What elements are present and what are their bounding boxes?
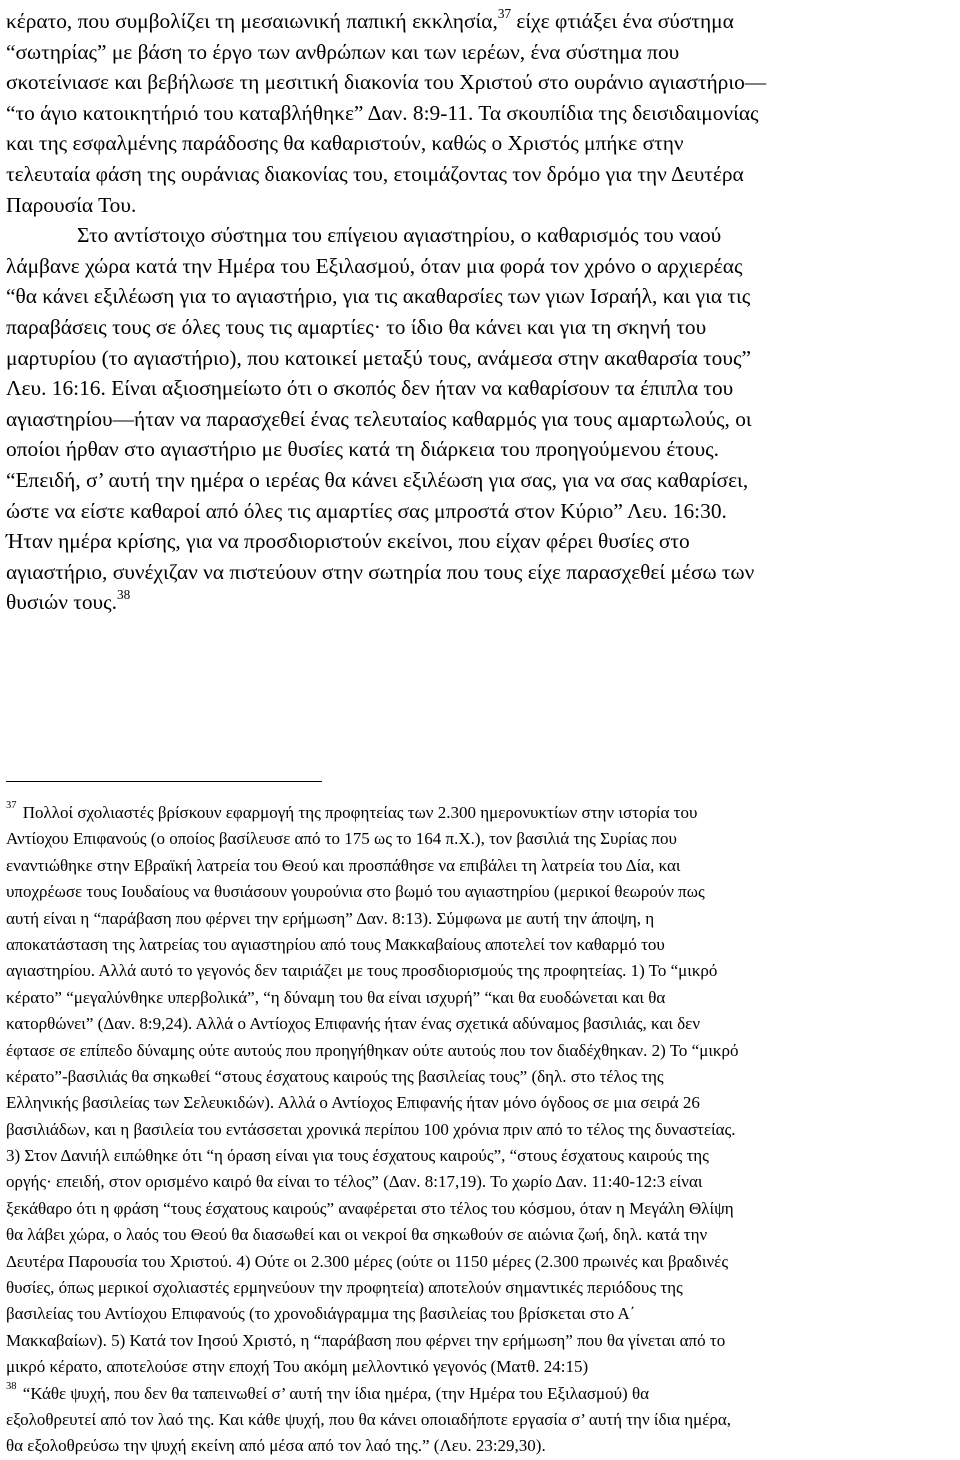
footnote-line: βασιλείας του Αντίοχου Επιφανούς (το χρονοδιάγραμμα της βασιλείας του βρίσκεται στο Α΄: [6, 1304, 636, 1324]
main-line-4: “το άγιο κατοικητήριό του καταβλήθηκε” Δαν. 8:9-11. Τα σκουπίδια της δεισιδαιμονίας: [6, 100, 759, 125]
footnote-line: εξολοθρευτεί από τον λαό της. Και κάθε ψυχή, που θα κάνει οποιαδήποτε εργασία σ’ αυτή την ίδια ημέρα,: [6, 1409, 731, 1429]
main-line-20: θυσιών τους.$^{38}$: [6, 587, 131, 615]
footnote-line: κέρατο”-βασιλιάς θα σηκωθεί “στους έσχατους καιρούς της βασιλείας τους” (δηλ. στο τέλος της: [6, 1066, 664, 1086]
footnote-line: θυσίες, όπως μερικοί σχολιαστές ερμηνεύουν την προφητεία) αποτελούν σημαντικές περιόδους της: [6, 1278, 683, 1298]
footnote-line: εναντιώθηκε στην Εβραϊκή λατρεία του Θεού και προσπάθησε να επιβάλει τη λατρεία του Δία, και: [6, 855, 681, 875]
main-line-17: ώστε να είστε καθαροί από όλες τις αμαρτίες σας μπροστά στον Κύριο” Λευ. 16:30.: [6, 498, 727, 523]
main-line-7: Παρουσία Του.: [6, 192, 137, 217]
footnote-line: 3) Στον Δανιήλ ειπώθηκε ότι “η όραση είναι για τους έσχατους καιρούς”, “στους έσχατους καιρούς της: [6, 1146, 709, 1166]
footnote-37-marker: 37: [6, 800, 17, 812]
footnote-line: Μακκαβαίων). 5) Κατά τον Ιησού Χριστό, η “παράβαση που φέρνει την ερήμωση” που θα γίνεται από το: [6, 1330, 726, 1350]
footnote-line: θα εξολοθρεύσω την ψυχή εκείνη από μέσα από τον λαό της.” (Λευ. 23:29,30).: [6, 1436, 546, 1456]
main-line-18: Ήταν ημέρα κρίσης, για να προσδιοριστούν εκείνοι, που είχαν φέρει θυσίες στο: [6, 529, 690, 554]
main-line-15: οποίοι ήρθαν στο αγιαστήριο με θυσίες κατά τη διάρκεια του προηγούμενου έτους.: [6, 437, 720, 462]
footnote-38-marker: 38: [6, 1380, 17, 1392]
main-line-9: λάμβανε χώρα κατά την Ημέρα του Εξιλασμού, όταν μια φορά τον χρόνο ο αρχιερέας: [6, 253, 743, 278]
main-line-1: κέρατο, που συμβολίζει τη μεσαιωνική παπική εκκλησία,$^{37}$ είχε φτιάξει ένα σύστημα: [6, 5, 734, 33]
footnote-separator: [6, 781, 322, 782]
footnote-ref-37[interactable]: 37: [497, 5, 512, 21]
footnote-line: κατορθώνει” (Δαν. 8:9,24). Αλλά ο Αντίοχος Επιφανής ήταν ένας σχετικά αδύναμος βασιλιάς, και δεν: [6, 1014, 701, 1034]
footnote-line: μικρό κέρατο, αποτελούσε στην εποχή Του ακόμη μελλοντικό γεγονός (Ματθ. 24:15): [6, 1357, 589, 1377]
footnote-line: θα λάβει χώρα, ο λαός του Θεού θα διασωθεί και οι νεκροί θα σηκωθούν σε αιώνια ζωή, δηλ. κατά την: [6, 1225, 708, 1245]
footnote-line: ξεκάθαρο ότι η φράση “τους έσχατους καιρούς” αναφέρεται στο τέλος του κόσμου, όταν η Μεγάλη Θλίψη: [6, 1198, 734, 1218]
footnote-line: Αντίοχου Επιφανούς (ο οποίος βασίλευσε από το 175 ως το 164 π.Χ.), τον βασιλιά της Συρίας που: [6, 829, 677, 849]
main-line-13: Λευ. 16:16. Είναι αξιοσημείωτο ότι ο σκοπός δεν ήταν να καθαρίσουν τα έπιπλα του: [6, 376, 734, 401]
footnote-line: αγιαστηρίου. Αλλά αυτό το γεγονός δεν ταιριάζει με τους προσδιορισμούς της προφητείας. 1) Το “μικρό: [6, 961, 718, 981]
footnote-line: υποχρέωσε τους Ιουδαίους να θυσιάσουν γουρούνια στο βωμό του αγιαστηρίου (μερικοί θεωρούν πως: [6, 882, 705, 902]
footnote-line: έφτασε σε επίπεδο δύναμης ούτε αυτούς που προηγήθηκαν ούτε αυτούς που τον διαδέχθηκαν. 2) Το “μικρό: [6, 1040, 739, 1060]
main-line-19: αγιαστήριο, συνέχιζαν να πιστεύουν στην σωτηρία που τους είχε παρασχεθεί μέσω των: [6, 559, 755, 584]
main-text: [6, 0, 956, 618]
main-line-8: Στο αντίστοιχο σύστημα του επίγειου αγιαστηρίου, ο καθαρισμός του ναού: [77, 223, 722, 248]
main-line-6: τελευταία φάση της ουράνιας διακονίας του, ετοιμάζοντας τον δρόμο για την Δευτέρα: [6, 161, 744, 186]
footnote-38-line-1: $^{38}$ “Κάθε ψυχή, που δεν θα ταπεινωθεί σ’ αυτή την ίδια ημέρα, (την Ημέρα του Εξιλασμού) θα: [6, 1380, 650, 1403]
footnote-line: Ελληνικής βασιλείας των Σελευκιδών). Αλλά ο Αντίοχος Επιφανής ήταν μόνο όγδοος σε μια σειρά 26: [6, 1093, 700, 1113]
footnote-line: κέρατο” “μεγαλύνθηκε υπερβολικά”, “η δύναμη του θα είναι ισχυρή” “και θα ευοδώνεται και θα: [6, 987, 666, 1007]
main-line-16: “Επειδή, σ’ αυτή την ημέρα ο ιερέας θα κάνει εξιλέωση για σας, για να σας καθαρίσει,: [6, 467, 749, 492]
footnote-ref-38[interactable]: 38: [116, 587, 131, 603]
footnote-line: Δευτέρα Παρουσία του Χριστού. 4) Ούτε οι 2.300 μέρες (ούτε οι 1150 μέρες (2.300 πρωινές και βραδινές: [6, 1251, 729, 1271]
main-line-12: μαρτυρίου (το αγιαστήριο), που κατοικεί μεταξύ τους, ανάμεσα στην ακαθαρσία τους”: [6, 345, 751, 370]
main-line-5: και της εσφαλμένης παράδοσης θα καθαριστούν, καθώς ο Χριστός μπήκε στην: [6, 131, 684, 156]
main-line-2: “σωτηρίας” με βάση το έργο των ανθρώπων και των ιερέων, ένα σύστημα που: [6, 39, 680, 64]
main-line-3: σκοτείνιασε και βεβήλωσε τη μεσιτική διακονία του Χριστού στο ουράνιο αγιαστήριο—: [6, 70, 767, 95]
main-line-14: αγιαστηρίου—ήταν να παρασχεθεί ένας τελευταίος καθαρμός για τους αμαρτωλούς, οι: [6, 406, 752, 431]
main-line-11: παραβάσεις τους σε όλες τους τις αμαρτίες· το ίδιο θα κάνει και για τη σκηνή του: [6, 314, 707, 339]
footnote-line: αποκατάσταση της λατρείας του αγιαστηρίου από τους Μακκαβαίους αποτελεί τον καθαρμό του: [6, 934, 665, 954]
footnote-line: βασιλιάδων, και η βασιλεία του εντάσσεται χρονικά περίπου 100 χρόνια πριν από το τέλος της δυναστείας.: [6, 1119, 736, 1139]
footnote-37-line-1: $^{37}$ Πολλοί σχολιαστές βρίσκουν εφαρμογή της προφητείας των 2.300 ημερονυκτίων στην ιστορία του: [6, 800, 698, 822]
main-line-10: “θα κάνει εξιλέωση για το αγιαστήριο, για τις ακαθαρσίες των γιων Ισραήλ, και για τις: [6, 284, 751, 309]
footnote-line: αυτή είναι η “παράβαση που φέρνει την ερήμωση” Δαν. 8:13). Σύμφωνα με αυτή την άποψη, η: [6, 908, 655, 928]
footnotes: [6, 800, 956, 1460]
footnote-line: οργής· επειδή, στον ορισμένο καιρό θα είναι το τέλος” (Δαν. 8:17,19). Το χωρίο Δαν. 11:40-12:3 είναι: [6, 1172, 703, 1192]
